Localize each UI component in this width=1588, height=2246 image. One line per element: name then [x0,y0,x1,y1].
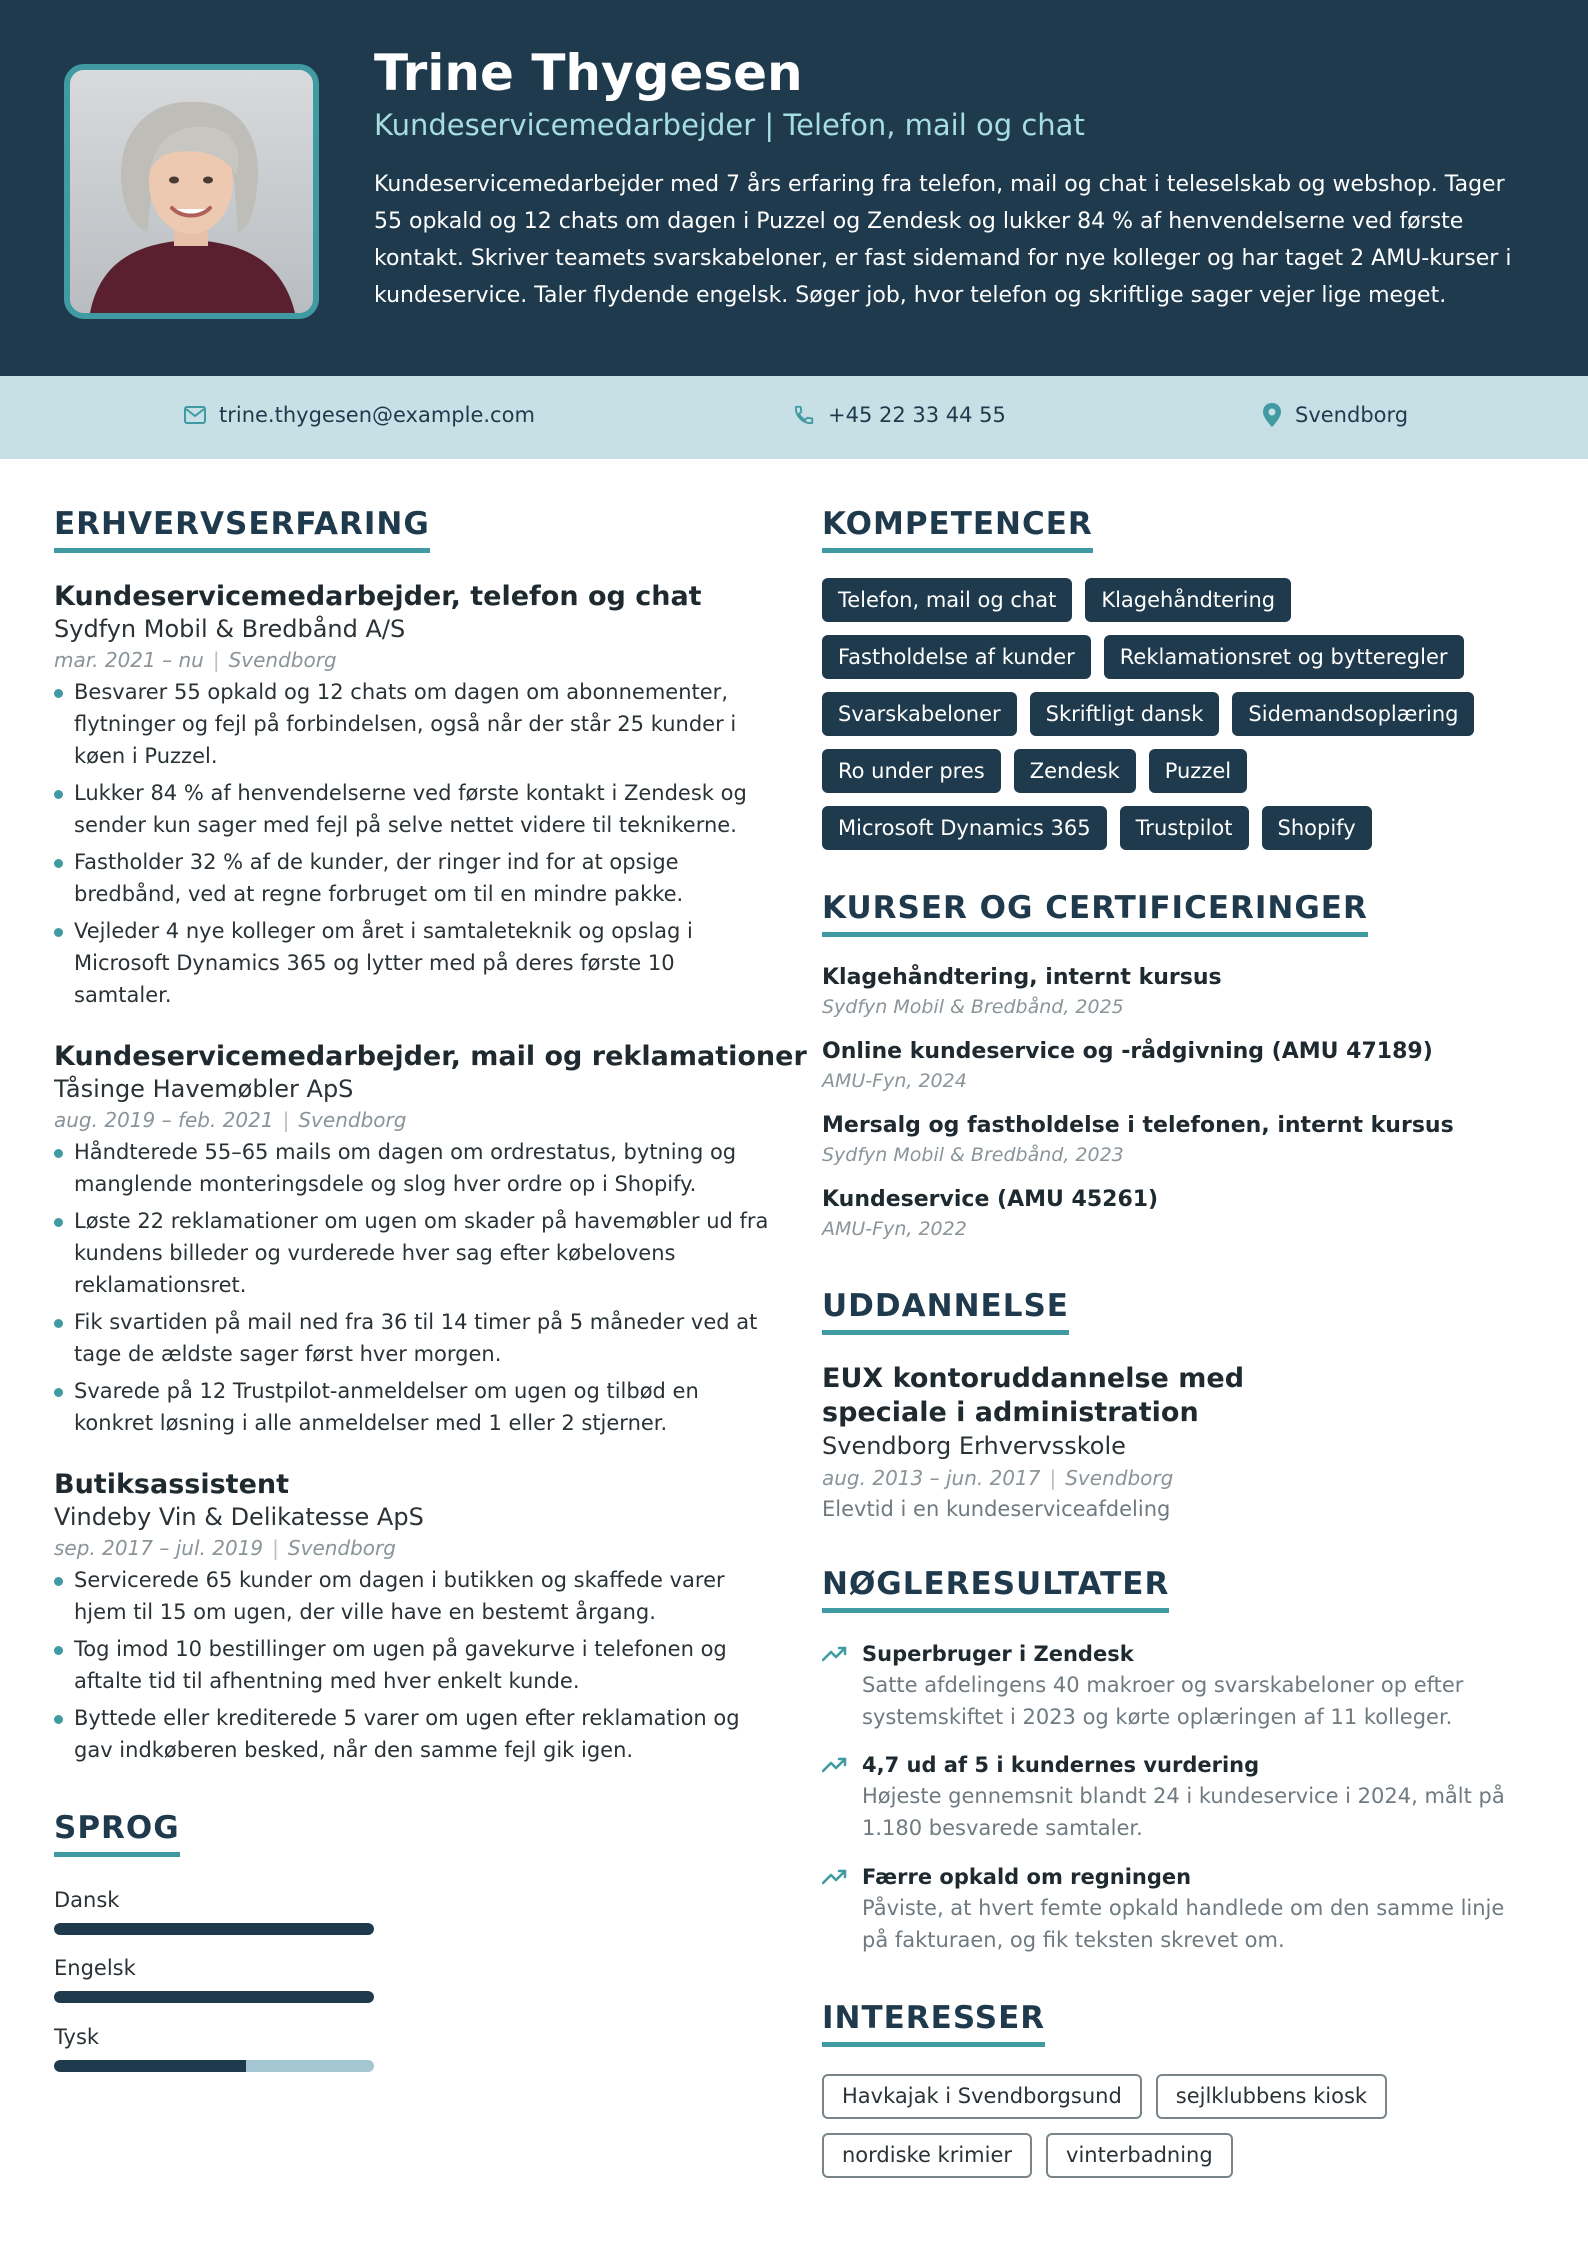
job-bullet: Besvarer 55 opkald og 12 chats om dagen om abonnementer, flytninger og fejl på forbindelsen, også når der står 25 kunder i køen i Puzzel. [54,676,774,772]
education-entry [822,1362,1542,1524]
skill-tag: Microsoft Dynamics 365 [822,806,1107,850]
job-company: Tåsinge Havemøbler ApS [54,1075,354,1103]
result-text: Højeste gennemsnit blandt 24 i kundeservice i 2024, målt på 1.180 besvarede samtaler. [862,1784,1505,1840]
meta-separator: | [1049,1466,1057,1490]
education-school: Svendborg Erhvervsskole [822,1432,1126,1460]
course-title: Klagehåndtering, internt kursus [822,965,1222,990]
mail-icon [184,406,206,424]
interests-tag-list [822,2074,1542,2178]
job-title: Kundeservicemedarbejder, mail og reklamationer [54,1041,807,1072]
job-dates: aug. 2019 – feb. 2021 [54,1108,274,1132]
skill-tag: Svarskabeloner [822,692,1017,736]
interest-tag: vinterbadning [1046,2133,1233,2178]
contact-phone-text: +45 22 33 44 55 [828,403,1006,427]
job-title: Butiksassistent [54,1469,290,1500]
result-title: Superbruger i Zendesk [862,1642,1134,1666]
course-item [822,1185,1542,1243]
skill-tag: Puzzel [1149,749,1247,793]
skill-tag: Skriftligt dansk [1030,692,1220,736]
job-bullet: Vejleder 4 nye kolleger om året i samtaleteknik og opslag i Microsoft Dynamics 365 og lytter med på deres første 10 samtaler. [54,915,774,1011]
result-text: Påviste, at hvert femte opkald handlede om den samme linje på fakturaen, og fik teksten skrevet om. [862,1896,1505,1952]
candidate-headline: Kundeservicemedarbejder | Telefon, mail og chat [374,108,1085,142]
language-level-fill [54,2060,246,2072]
skill-tag: Reklamationsret og bytteregler [1104,635,1464,679]
language-level-bar [54,2060,374,2072]
profile-photo [64,64,319,319]
job-entry [54,1040,807,1444]
course-title: Online kundeservice og -rådgivning (AMU 47189) [822,1039,1433,1064]
job-place: Svendborg [287,1536,396,1560]
job-bullet: Fik svartiden på mail ned fra 36 til 14 timer på 5 måneder ved at tage de ældste sager først hver morgen. [54,1306,774,1370]
phone-icon [793,404,815,426]
header-banner [0,0,1588,376]
skill-tag: Klagehåndtering [1085,578,1291,622]
contact-location-text: Svendborg [1295,403,1409,427]
job-entry [54,1468,774,1771]
job-bullet: Løste 22 reklamationer om ugen om skader på havemøbler ud fra kundens billeder og vurderede hver sag efter købelovens reklamationsret. [54,1205,774,1301]
skill-tag: Ro under pres [822,749,1001,793]
section-heading-skills: KOMPETENCER [822,506,1093,553]
job-bullet: Håndterede 55–65 mails om dagen om ordrestatus, bytning og manglende monteringsdele og slog hver ordre op i Shopify. [54,1136,774,1200]
job-bullet: Fastholder 32 % af de kunder, der ringer ind for at opsige bredbånd, ved at regne forbruget om til en mindre pakke. [54,846,774,910]
contact-bar [0,376,1588,459]
skill-tag: Sidemandsoplæring [1232,692,1474,736]
job-bullet: Servicerede 65 kunder om dagen i butikken og skaffede varer hjem til 15 om ugen, der ville have en bestemt årgang. [54,1564,774,1628]
interest-tag: nordiske krimier [822,2133,1032,2178]
course-item [822,963,1542,1021]
education-meta [822,1462,1542,1494]
meta-separator: | [272,1536,279,1560]
result-text: Satte afdelingens 40 makroer og svarskabeloner op efter systemskiftet i 2023 og kørte oplæringen af 11 kolleger. [862,1673,1464,1729]
job-place: Svendborg [228,648,337,672]
job-title: Kundeservicemedarbejder, telefon og chat [54,581,702,612]
education-title: EUX kontoruddannelse med speciale i administration [822,1363,1245,1428]
course-org: AMU-Fyn, 2022 [822,1218,967,1240]
skill-tag: Shopify [1262,806,1372,850]
skill-tag: Trustpilot [1120,806,1249,850]
education-dates: aug. 2013 – jun. 2017 [822,1466,1041,1490]
job-place: Svendborg [298,1108,407,1132]
education-note: Elevtid i en kundeserviceafdeling [822,1497,1171,1521]
contact-email[interactable] [184,403,535,427]
section-heading-interests: INTERESSER [822,2000,1045,2047]
course-title: Kundeservice (AMU 45261) [822,1187,1159,1212]
education-place: Svendborg [1065,1466,1174,1490]
skill-tag: Zendesk [1014,749,1136,793]
language-label: Dansk [54,1888,120,1912]
course-org: Sydfyn Mobil & Bredbånd, 2023 [822,1144,1124,1166]
skills-tag-list [822,578,1542,850]
language-label: Engelsk [54,1956,136,1980]
contact-location [1262,403,1408,427]
job-dates: mar. 2021 – nu [54,648,204,672]
language-level-bar [54,1991,374,2003]
trending-up-icon [822,1645,848,1663]
language-level-fill [54,1923,374,1935]
result-title: 4,7 ud af 5 i kundernes vurdering [862,1753,1260,1777]
result-item [822,1862,1542,1956]
language-level-bar [54,1923,374,1935]
job-bullet: Lukker 84 % af henvendelserne ved første kontakt i Zendesk og sender kun sager med fejl på selve nettet videre til teknikerne. [54,777,774,841]
job-company: Vindeby Vin & Delikatesse ApS [54,1503,424,1531]
candidate-name: Trine Thygesen [374,44,803,102]
section-heading-languages: SPROG [54,1810,180,1857]
language-level-fill [54,1991,374,2003]
job-bullet: Tog imod 10 bestillinger om ugen på gavekurve i telefonen og aftalte tid til afhentning med hver enkelt kunde. [54,1633,774,1697]
interest-tag: Havkajak i Svendborgsund [822,2074,1142,2119]
course-item [822,1111,1542,1169]
course-org: AMU-Fyn, 2024 [822,1070,967,1092]
job-bullets [54,676,774,1011]
language-item [54,1886,374,1935]
job-bullets [54,1564,774,1766]
portrait-illustration [70,70,313,313]
job-entry [54,580,774,1016]
job-bullet: Byttede eller krediterede 5 varer om ugen efter reklamation og gav indkøberen besked, når den samme fejl gik igen. [54,1702,774,1766]
trending-up-icon [822,1756,848,1774]
contact-phone[interactable] [793,403,1006,427]
trending-up-icon [822,1868,848,1886]
skill-tag: Fastholdelse af kunder [822,635,1091,679]
skill-tag: Telefon, mail og chat [822,578,1072,622]
section-heading-courses: KURSER OG CERTIFICERINGER [822,890,1368,937]
course-item [822,1037,1542,1095]
job-dates: sep. 2017 – jul. 2019 [54,1536,264,1560]
interest-tag: sejlklubbens kiosk [1156,2074,1387,2119]
result-title: Færre opkald om regningen [862,1865,1192,1889]
section-heading-results: NØGLERESULTATER [822,1566,1169,1613]
job-bullet: Svarede på 12 Trustpilot-anmeldelser om ugen og tilbød en konkret løsning i alle anmeldelser med 1 eller 2 stjerner. [54,1375,774,1439]
result-item [822,1750,1542,1844]
course-title: Mersalg og fastholdelse i telefonen, internt kursus [822,1113,1454,1138]
job-bullets [54,1136,774,1439]
language-label: Tysk [54,2025,100,2049]
course-org: Sydfyn Mobil & Bredbånd, 2025 [822,996,1124,1018]
job-meta [54,645,774,676]
section-heading-education: UDDANNELSE [822,1288,1069,1335]
job-meta [54,1105,774,1136]
section-heading-experience: ERHVERVSERFARING [54,506,430,553]
meta-separator: | [212,648,220,672]
job-meta [54,1533,774,1564]
language-item [54,2023,374,2072]
profile-summary: Kundeservicemedarbejder med 7 års erfaring fra telefon, mail og chat i teleselskab og webshop. Tager 55 opkald og 12 chats om dagen i Puzzel og Zendesk og lukker 84 % af henvendelserne ved første kontakt. Skriver teamets svarskabeloner, er fast sidemand for nye kolleger og har taget 2 AMU-kurser i kundeservice. Taler flydende engelsk. Søger job, hvor telefon og skriftlige sager vejer lige meget. [374,172,1512,308]
job-company: Sydfyn Mobil & Bredbånd A/S [54,615,406,643]
language-item [54,1954,374,2003]
meta-separator: | [282,1108,290,1132]
contact-email-text: trine.thygesen@example.com [219,403,535,427]
result-item [822,1639,1542,1733]
location-pin-icon [1262,403,1282,427]
